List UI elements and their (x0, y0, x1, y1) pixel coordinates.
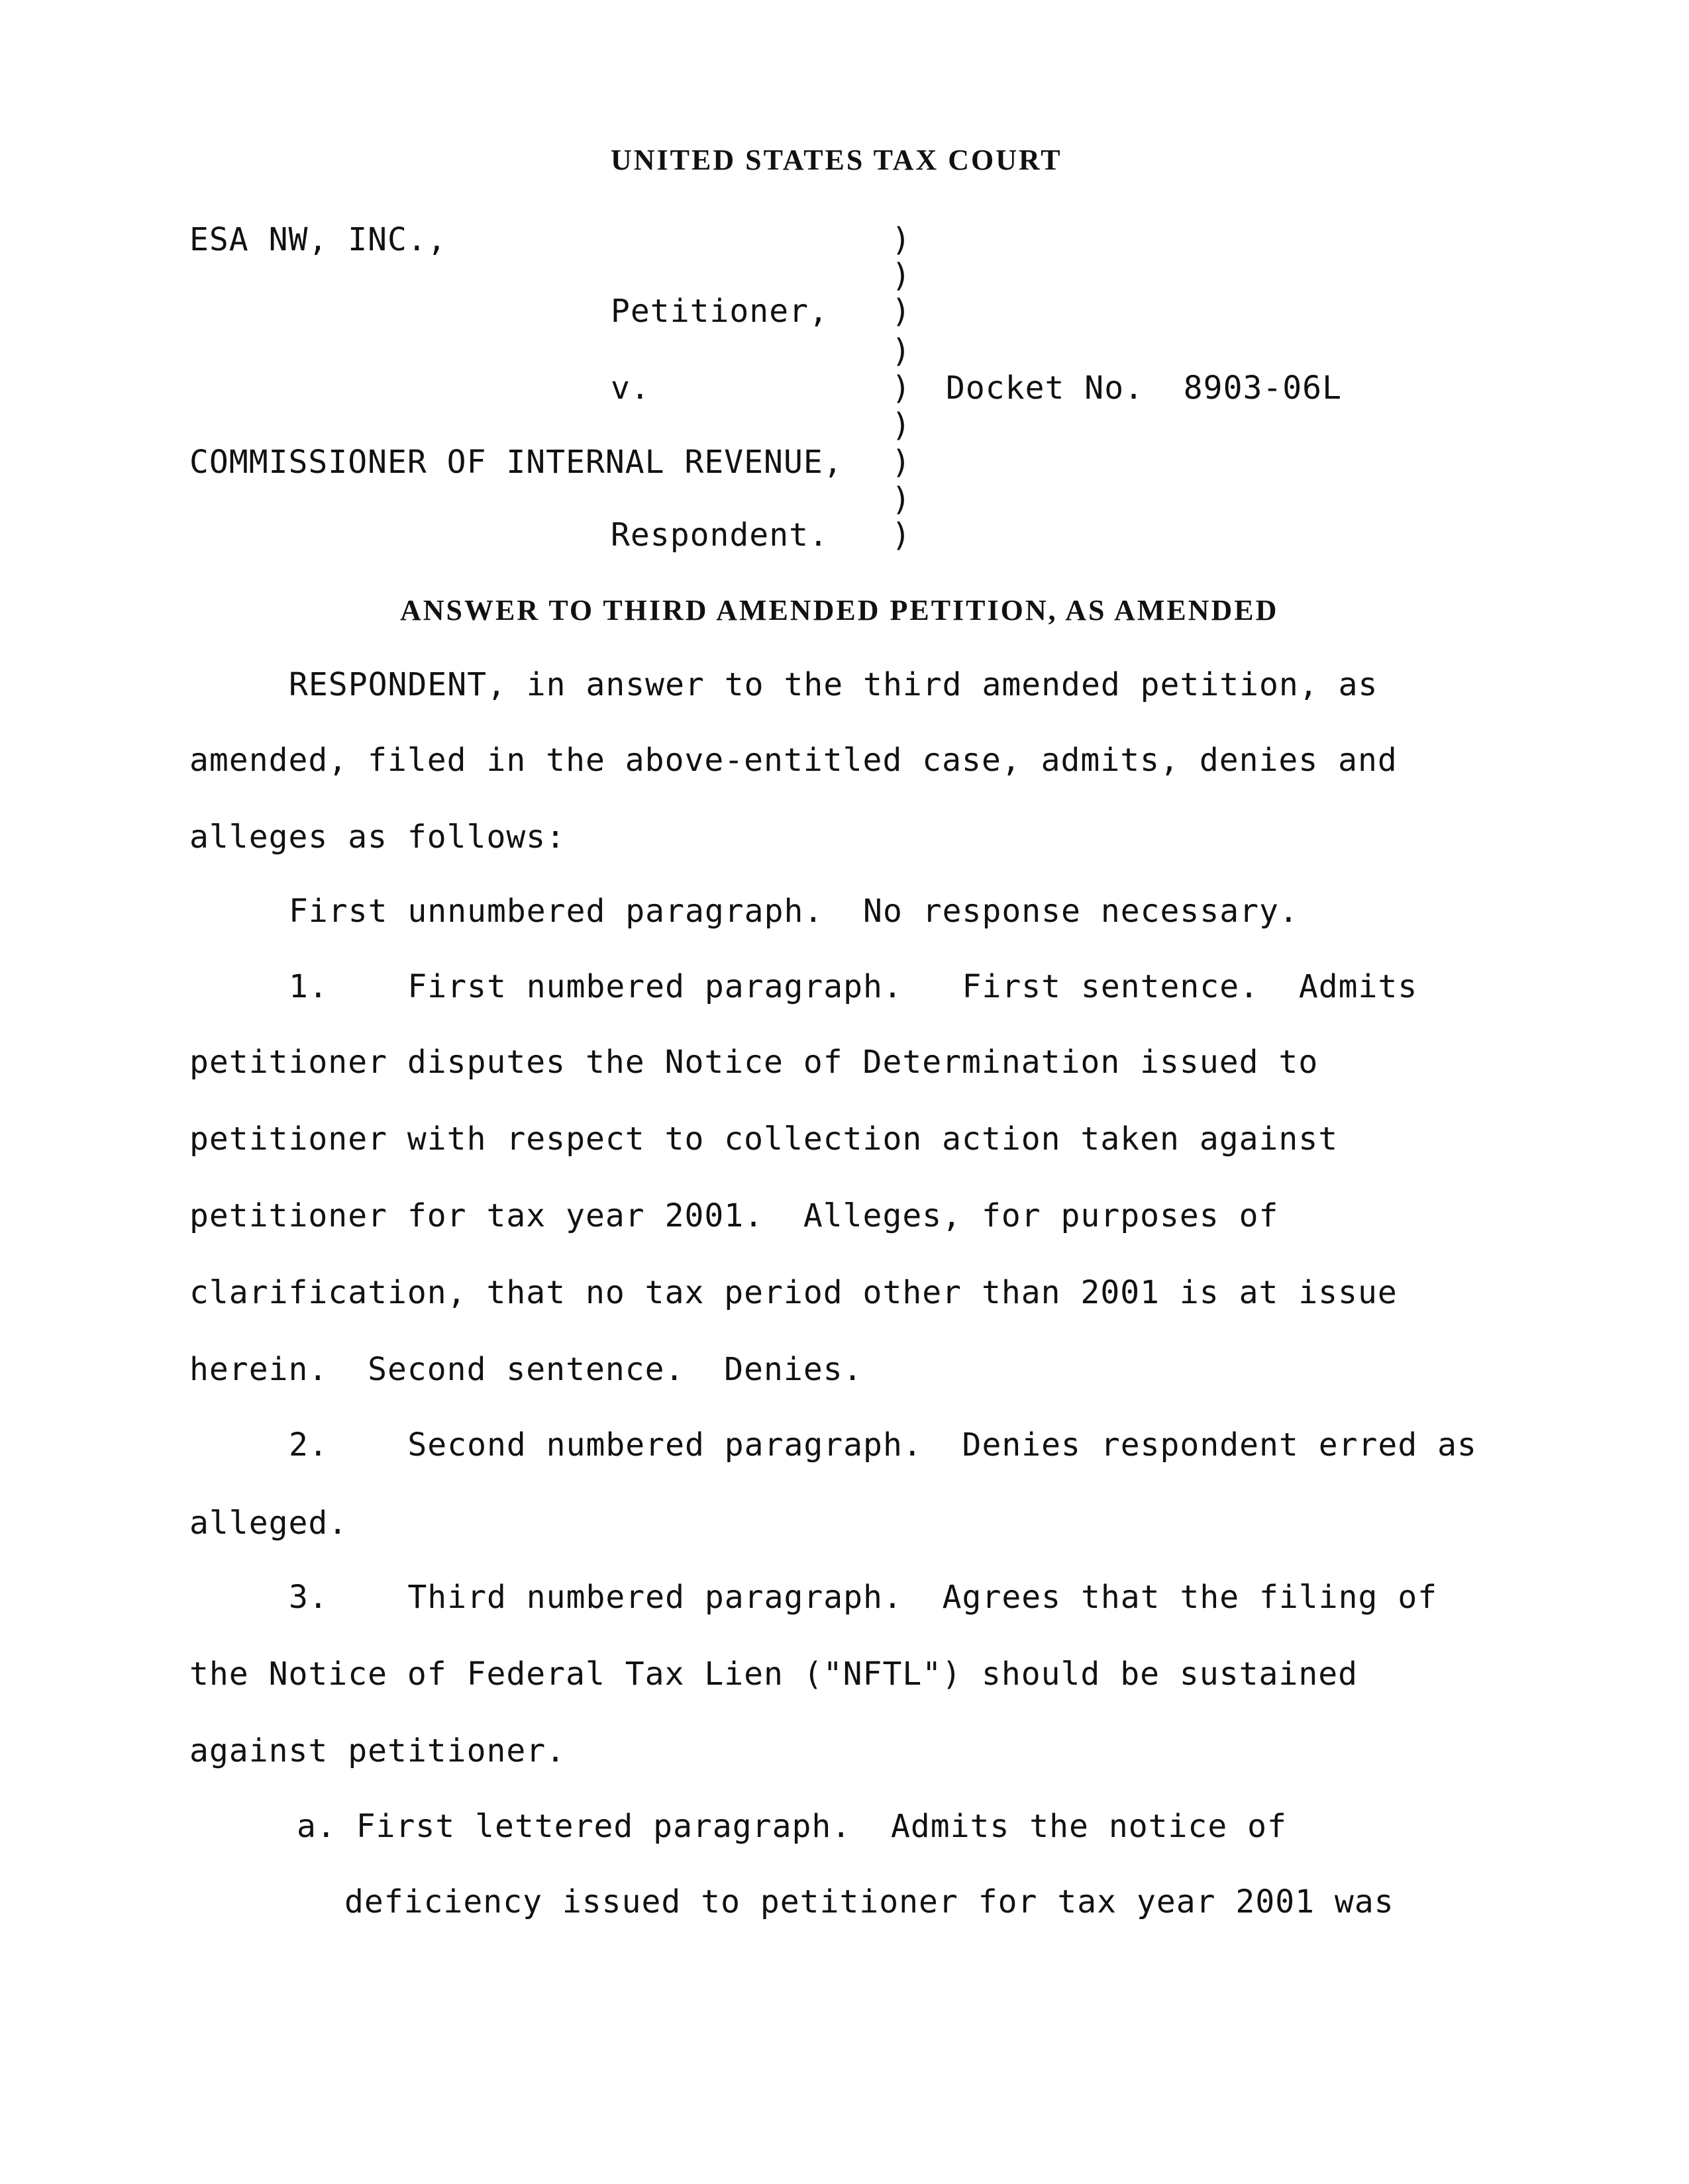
bracket-paren: ) (892, 444, 911, 481)
body-line: alleges as follows: (189, 819, 566, 856)
body-line: petitioner disputes the Notice of Determination issued to (189, 1044, 1319, 1081)
respondent-name: COMMISSIONER OF INTERNAL REVENUE, (189, 444, 843, 481)
body-line: clarification, that no tax period other than 2001 is at issue (189, 1274, 1398, 1311)
petitioner-role: Petitioner, (611, 293, 829, 330)
petitioner-name: ESA NW, INC., (189, 221, 447, 258)
bracket-paren: ) (892, 293, 911, 330)
bracket-paren: ) (892, 481, 911, 518)
body-line: deficiency issued to petitioner for tax year 2001 was (344, 1883, 1394, 1920)
body-line: against petitioner. (189, 1732, 566, 1769)
bracket-paren: ) (892, 221, 911, 258)
body-line: alleged. (189, 1505, 348, 1542)
body-line: petitioner with respect to collection action taken against (189, 1120, 1339, 1158)
bracket-paren: ) (892, 332, 911, 370)
bracket-paren: ) (892, 257, 911, 294)
body-line: the Notice of Federal Tax Lien ("NFTL") should be sustained (189, 1656, 1358, 1693)
body-line: 1. First numbered paragraph. First sentence. Admits (289, 968, 1418, 1005)
body-line: First unnumbered paragraph. No response necessary. (289, 893, 1299, 930)
respondent-role: Respondent. (611, 517, 829, 554)
bracket-paren: ) (892, 407, 911, 444)
bracket-paren: ) (892, 517, 911, 554)
versus-label: v. (611, 370, 650, 407)
docket-number: Docket No. 8903-06L (946, 370, 1342, 407)
body-line: petitioner for tax year 2001. Alleges, for purposes of (189, 1197, 1279, 1234)
bracket-paren: ) (892, 370, 911, 407)
document-title: ANSWER TO THIRD AMENDED PETITION, AS AMENDED (400, 594, 1279, 626)
body-line: 2. Second numbered paragraph. Denies respondent erred as (289, 1426, 1477, 1464)
body-line: herein. Second sentence. Denies. (189, 1351, 863, 1388)
body-line: amended, filed in the above-entitled case, admits, denies and (189, 742, 1398, 779)
body-line: 3. Third numbered paragraph. Agrees that the filing of (289, 1579, 1438, 1616)
court-title: UNITED STATES TAX COURT (611, 144, 1062, 176)
body-line: RESPONDENT, in answer to the third amended petition, as (289, 666, 1378, 703)
body-line: a. First lettered paragraph. Admits the notice of (297, 1808, 1287, 1845)
